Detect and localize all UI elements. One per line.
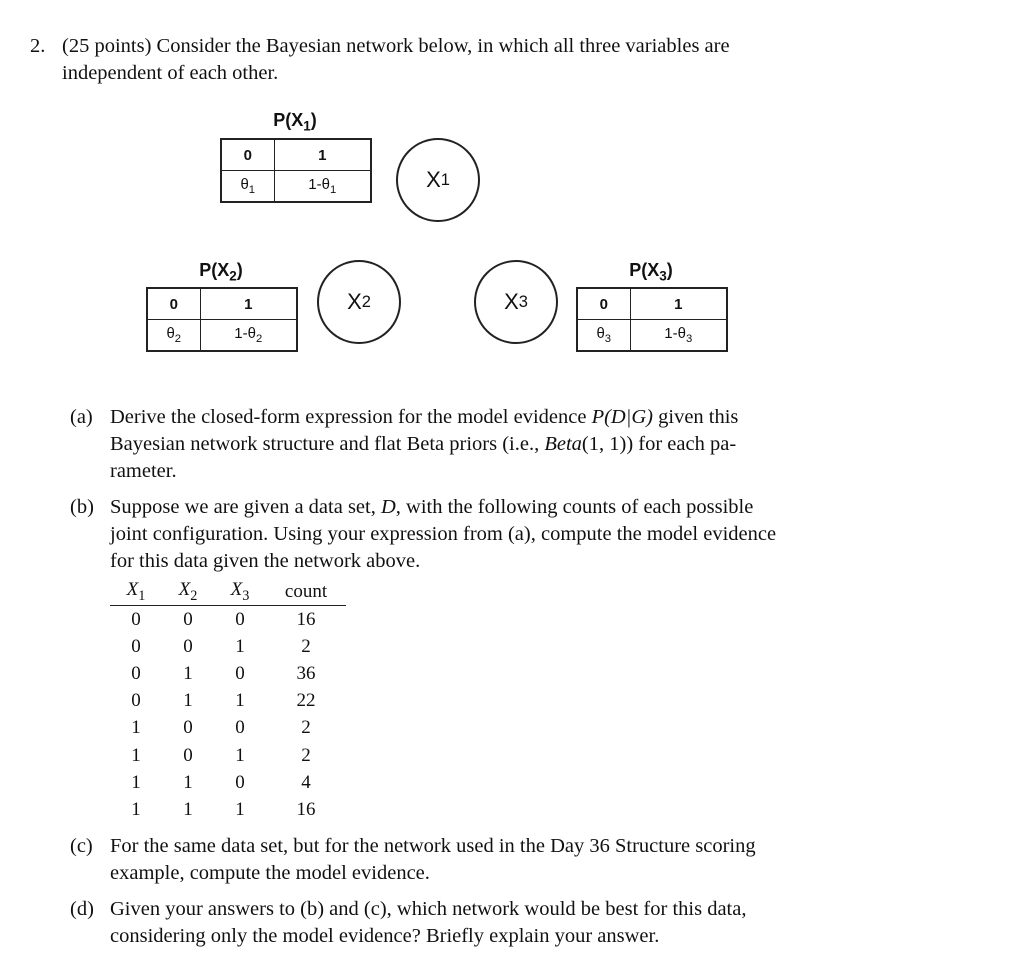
node-x1: X 1 bbox=[396, 138, 480, 222]
table-cell: 0 bbox=[235, 608, 245, 630]
table-cell: 16 bbox=[296, 798, 316, 820]
table-cell: 0 bbox=[131, 608, 141, 630]
cpt-x3-title: $P(X_3)$ bbox=[629, 260, 673, 284]
table-cell: 1 bbox=[131, 717, 141, 739]
table-cell: 1 bbox=[131, 771, 141, 793]
table-row bbox=[110, 606, 346, 634]
node-x3: X 3 bbox=[474, 260, 558, 344]
table-row bbox=[110, 769, 346, 796]
cpt-x1-header-1: 1 bbox=[274, 139, 371, 171]
table-cell: 1 bbox=[235, 744, 245, 766]
cpt-x1-table bbox=[220, 138, 372, 203]
cpt-x1-value-0: $\theta_1$ bbox=[221, 171, 274, 203]
table-cell: 0 bbox=[131, 635, 141, 657]
part-b-line1: Suppose we are given a data set, D, with the following counts of each possible bbox=[110, 496, 754, 518]
table-cell: 1 bbox=[183, 771, 193, 793]
cpt-x3-value-1: $1-\theta_3$ bbox=[630, 320, 727, 352]
table-row bbox=[110, 742, 346, 769]
table-cell: 0 bbox=[183, 608, 193, 630]
part-d-line1: Given your answers to (b) and (c), which network would be best for this data, bbox=[110, 898, 747, 920]
cpt-x3-header-1: 1 bbox=[630, 288, 727, 320]
part-c-line1: For the same data set, but for the network used in the Day 36 Structure scoring bbox=[110, 835, 756, 857]
counts-header-x3: $X_3$ bbox=[214, 578, 266, 606]
table-row bbox=[110, 796, 346, 823]
table-cell: 0 bbox=[235, 717, 245, 739]
part-b-line3: for this data given the network above. bbox=[110, 550, 421, 572]
table-cell: 0 bbox=[235, 771, 245, 793]
node-x2: X 2 bbox=[317, 260, 401, 344]
table-cell: 0 bbox=[183, 717, 193, 739]
cpt-x2-title: $P(X_2)$ bbox=[199, 260, 243, 284]
table-cell: 1 bbox=[131, 798, 141, 820]
part-a-line1: Derive the closed-form expression for the model evidence P(D|G) given this bbox=[110, 406, 739, 428]
problem-number: 2. bbox=[30, 35, 46, 57]
table-row bbox=[110, 633, 346, 660]
cpt-x1-title: $P(X_1)$ bbox=[273, 110, 317, 134]
problem-intro-line2: independent of each other. bbox=[62, 62, 279, 84]
cpt-x3-table bbox=[576, 287, 728, 352]
table-row bbox=[110, 715, 346, 742]
table-cell: 0 bbox=[183, 635, 193, 657]
table-cell: 1 bbox=[183, 690, 193, 712]
table-cell: 22 bbox=[296, 690, 316, 712]
table-cell: 1 bbox=[235, 635, 245, 657]
part-a-line2: Bayesian network structure and flat Beta priors (i.e., Beta(1, 1)) for each pa- bbox=[110, 433, 737, 455]
cpt-x2-value-1: $1-\theta_2$ bbox=[200, 320, 297, 352]
part-b-line2: joint configuration. Using your expression from (a), compute the model evidence bbox=[110, 523, 777, 545]
counts-header-count: count bbox=[266, 578, 346, 606]
table-cell: 0 bbox=[235, 662, 245, 684]
cpt-x3-value-0: $\theta_3$ bbox=[577, 320, 630, 352]
table-cell: 2 bbox=[301, 717, 311, 739]
table-cell: 1 bbox=[183, 662, 193, 684]
counts-header-x2: $X_2$ bbox=[162, 578, 214, 606]
cpt-x1-value-1: $1-\theta_1$ bbox=[274, 171, 371, 203]
cpt-x2-header-1: 1 bbox=[200, 288, 297, 320]
table-cell: 2 bbox=[301, 635, 311, 657]
part-c-line2: example, compute the model evidence. bbox=[110, 862, 430, 884]
cpt-x3-header-0: 0 bbox=[577, 288, 630, 320]
table-cell: 0 bbox=[131, 662, 141, 684]
counts-table bbox=[110, 578, 346, 824]
part-c-label: (c) bbox=[70, 835, 93, 857]
cpt-x2-value-0: $\theta_2$ bbox=[147, 320, 200, 352]
table-cell: 1 bbox=[235, 690, 245, 712]
part-d-line2: considering only the model evidence? Briefly explain your answer. bbox=[110, 925, 660, 947]
table-cell: 0 bbox=[183, 744, 193, 766]
part-b-label: (b) bbox=[70, 496, 94, 518]
cpt-x1-header-0: 0 bbox=[221, 139, 274, 171]
table-cell: 1 bbox=[235, 798, 245, 820]
part-a-line3: rameter. bbox=[110, 460, 177, 482]
part-a-label: (a) bbox=[70, 406, 93, 428]
table-cell: 1 bbox=[131, 744, 141, 766]
table-row bbox=[110, 660, 346, 687]
table-row bbox=[110, 688, 346, 715]
cpt-x2-table bbox=[146, 287, 298, 352]
counts-header-x1: $X_1$ bbox=[110, 578, 162, 606]
table-cell: 36 bbox=[296, 662, 316, 684]
cpt-x2-header-0: 0 bbox=[147, 288, 200, 320]
table-cell: 2 bbox=[301, 744, 311, 766]
table-cell: 16 bbox=[296, 608, 316, 630]
table-cell: 1 bbox=[183, 798, 193, 820]
part-d-label: (d) bbox=[70, 898, 94, 920]
table-cell: 0 bbox=[131, 690, 141, 712]
table-cell: 4 bbox=[301, 771, 311, 793]
problem-intro-line1: (25 points) Consider the Bayesian network below, in which all three variables are bbox=[62, 35, 730, 57]
